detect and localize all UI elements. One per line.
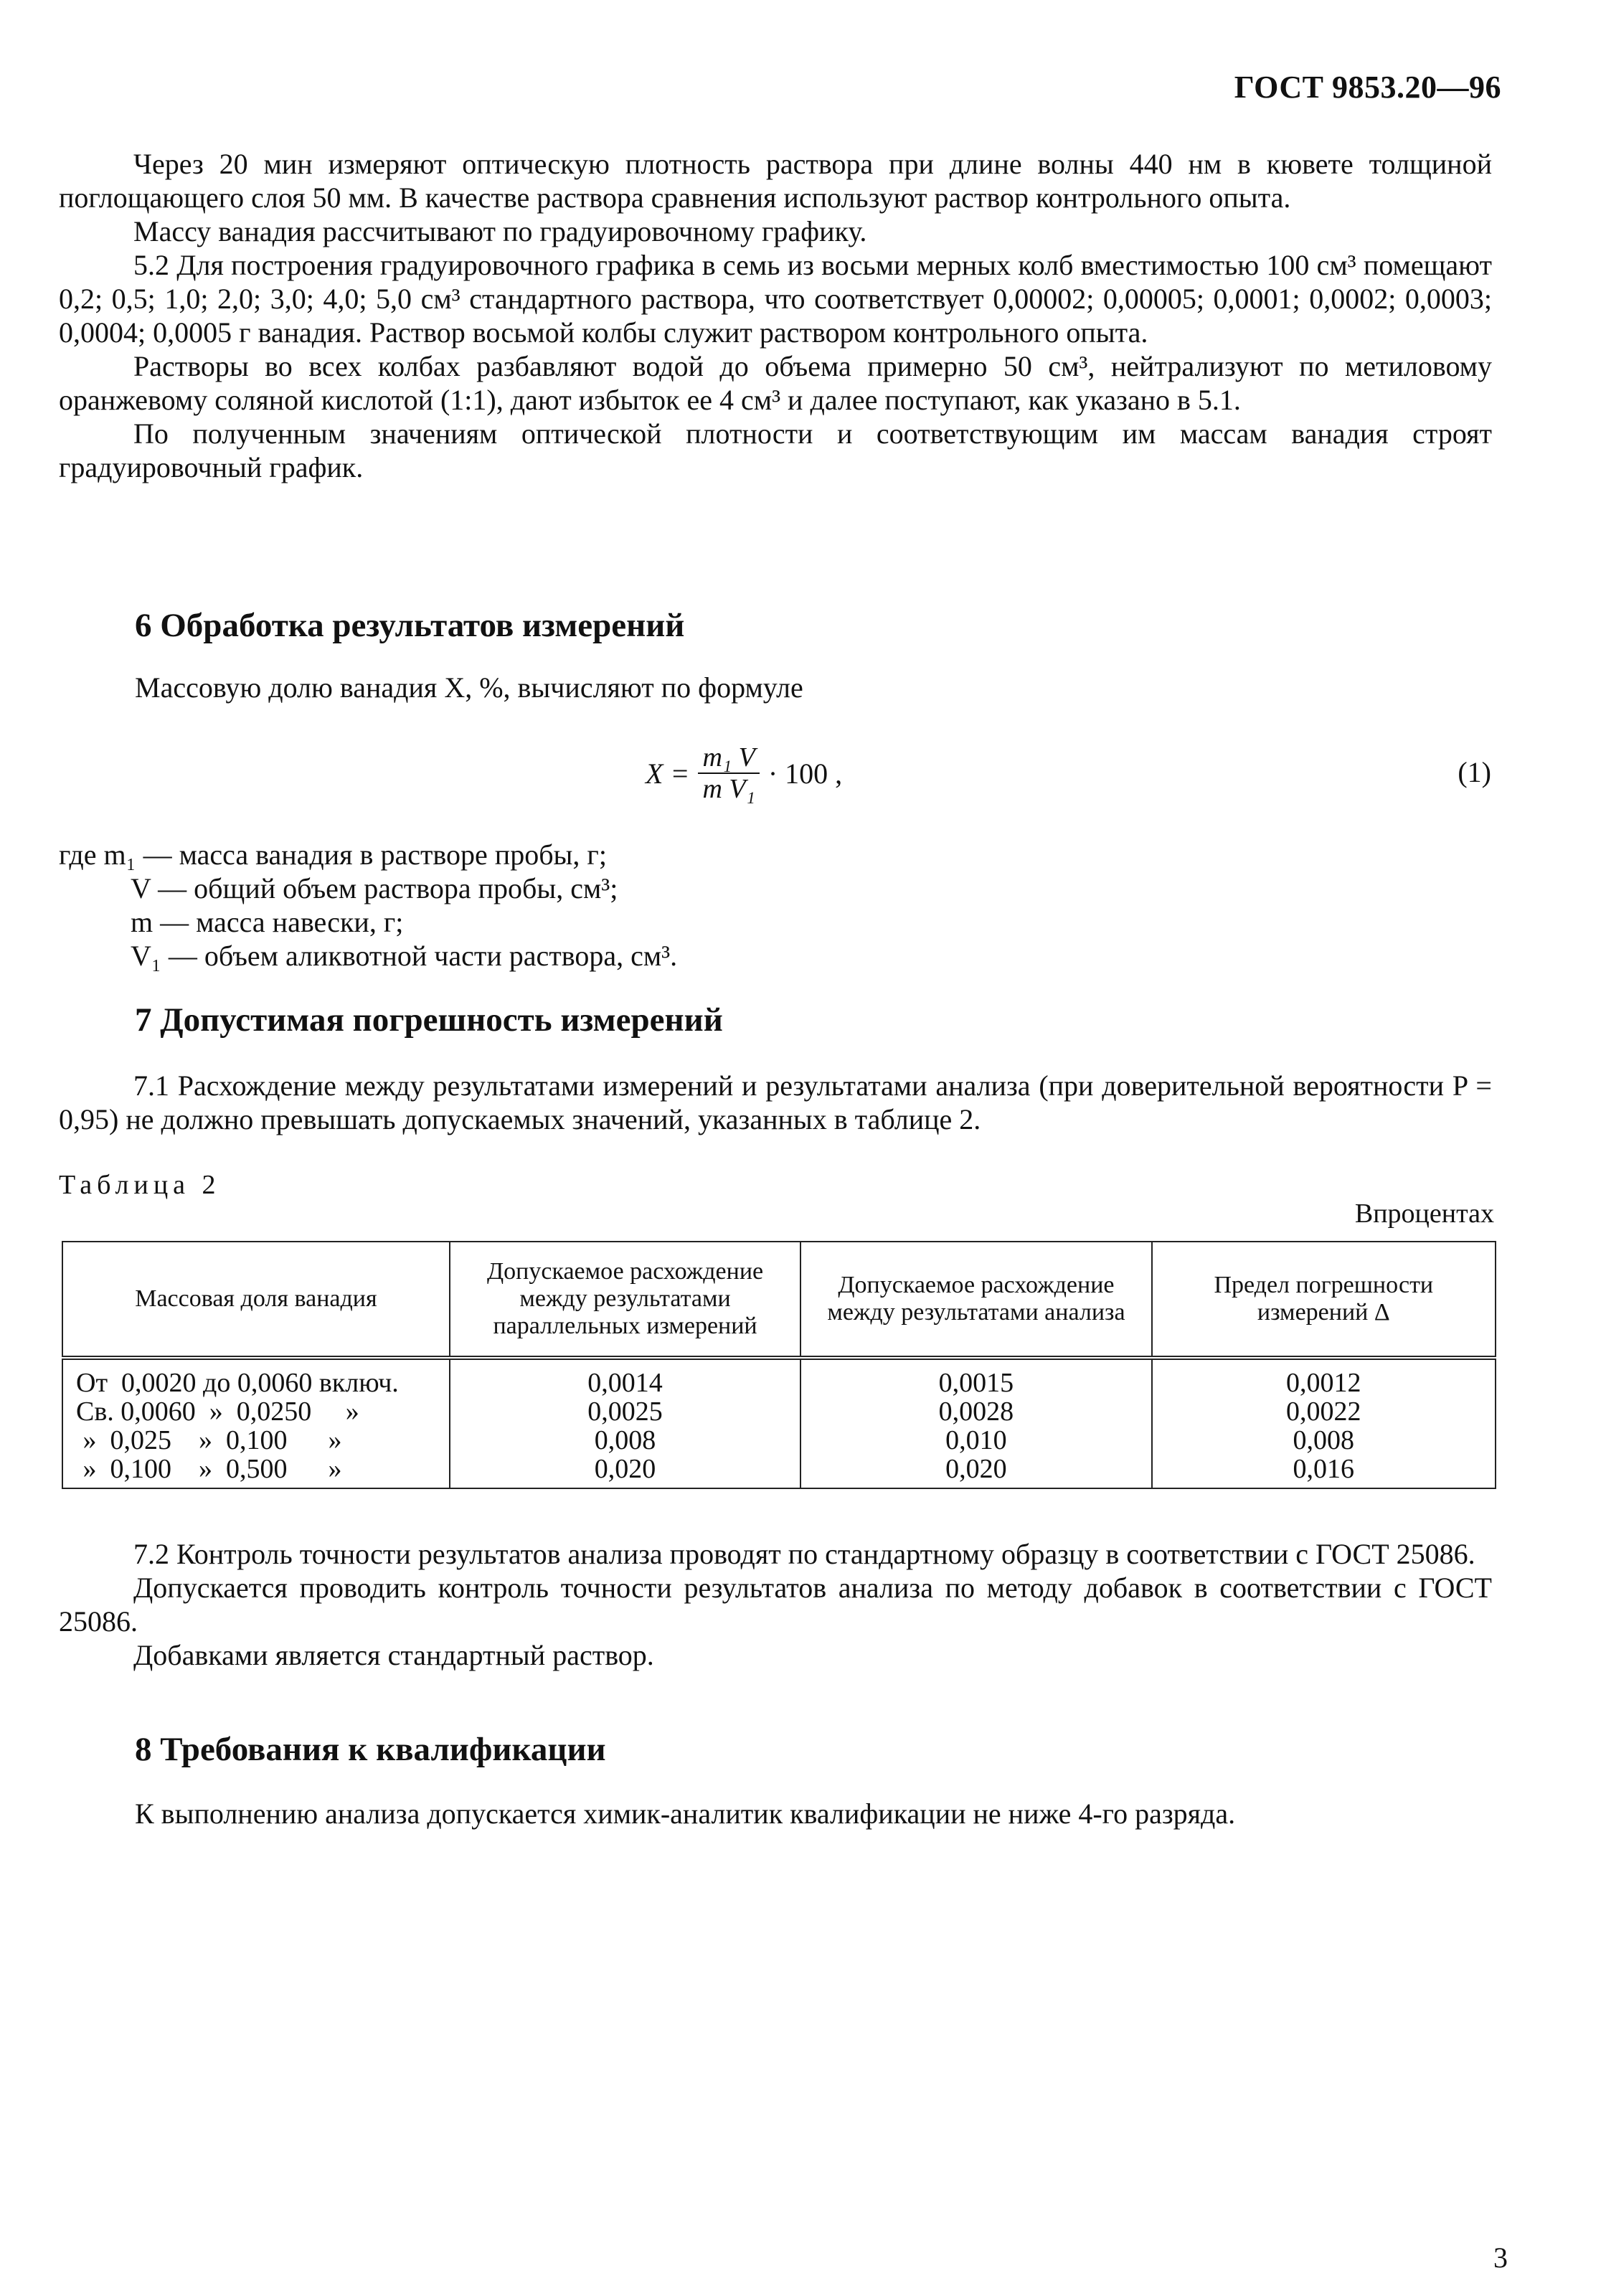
table-row [62,1455,1496,1488]
paragraph: Добавками является стандартный раствор. [133,1639,654,1671]
table-cell: 0,016 [1152,1455,1496,1488]
table-cell: 0,008 [450,1426,800,1455]
section-6-heading: 6 Обработка результатов измерений [135,607,685,644]
table-cell: » 0,100 » 0,500 » [62,1455,450,1488]
table-cell: 0,0012 [1152,1358,1496,1397]
paragraph: 7.1 Расхождение между результатами измерений и результатами анализа (при доверительной вероятности P = 0,95) не должно превышать допускаемых значений, указанных в таблице 2. [59,1069,1492,1135]
formula-lhs: X = [646,757,690,790]
paragraph: 7.2 Контроль точности результатов анализа проводят по стандартному образцу в соответствии с ГОСТ 25086. [133,1538,1475,1570]
formula-denominator: m V₁ [702,774,755,804]
formula [646,742,842,804]
standard-header: ГОСТ 9853.20—96 [1234,70,1501,105]
tolerance-table [62,1241,1496,1489]
paragraph: Растворы во всех колбах разбавляют водой до объема примерно 50 см³, нейтрализуют по метиловому оранжевому соляной кислотой (1:1), дают избыток ее 4 см³ и далее поступают, как указано в 5.1. [59,350,1492,416]
section-7-paragraph [59,1069,1492,1136]
paragraph: 5.2 Для построения градуировочного графика в семь из восьми мерных колб вместимостью 100 см³ помещают 0,2; 0,5; 1,0; 2,0; 3,0; 4,0; 5,0 см³ стандартного раствора, что соответствует 0,00002; 0,00005; 0,0001; 0,0002; 0,0003; 0,0004; 0,0005 г ванадия. Раствор восьмой колбы служит раствором контрольного опыта. [59,249,1492,349]
top-paragraphs [59,147,1492,484]
equation-number: (1) [1458,756,1491,788]
table-row [62,1397,1496,1426]
table-cell: 0,020 [800,1455,1151,1488]
table-cell: » 0,025 » 0,100 » [62,1426,450,1455]
formula-legend [59,838,677,973]
table-cell: 0,0028 [800,1397,1151,1426]
table-row [62,1426,1496,1455]
table-cell: 0,0015 [800,1358,1151,1397]
table-header-cell: Допускаемое расхождение между результатами анализа [800,1242,1151,1358]
table-header-cell: Предел погрешности измерений Δ [1152,1242,1496,1358]
section-8-heading: 8 Требования к квалификации [135,1731,606,1768]
formula-numerator: m₁ V [698,742,759,774]
section-7-closing-paragraphs [59,1537,1492,1672]
legend-row: V₁ — объем аликвотной части раствора, см³. [131,940,678,972]
table-cell: 0,0014 [450,1358,800,1397]
table-cell: 0,0022 [1152,1397,1496,1426]
legend-row: V — общий объем раствора пробы, см³; [131,872,618,904]
legend-row: где m₁ — масса ванадия в растворе пробы, г; [59,838,607,871]
table-cell: 0,0025 [450,1397,800,1426]
table-unit: Впроцентах [1354,1199,1494,1229]
table-cell: 0,010 [800,1426,1151,1455]
table-cell: 0,008 [1152,1426,1496,1455]
table-cell: Св. 0,0060 » 0,0250 » [62,1397,450,1426]
table-caption: Таблица 2 [59,1170,221,1200]
formula-tail: · 100 , [767,757,843,790]
table-row [62,1358,1496,1397]
table-cell: 0,020 [450,1455,800,1488]
table-cell: От 0,0020 до 0,0060 включ. [62,1358,450,1397]
table-header-cell: Допускаемое расхождение между результатами параллельных измерений [450,1242,800,1358]
formula-lead: Массовую долю ванадия X, %, вычисляют по формуле [135,671,803,704]
table-header-cell: Массовая доля ванадия [62,1242,450,1358]
paragraph: Через 20 мин измеряют оптическую плотность раствора при длине волны 440 нм в кювете толщиной поглощающего слоя 50 мм. В качестве раствора сравнения используют раствор контрольного опыта. [59,148,1492,214]
section-8-paragraph: К выполнению анализа допускается химик-аналитик квалификации не ниже 4-го разряда. [135,1797,1236,1830]
page-number: 3 [1493,2241,1508,2274]
paragraph: Допускается проводить контроль точности результатов анализа по методу добавок в соответствии с ГОСТ 25086. [59,1572,1492,1638]
paragraph: Массу ванадия рассчитывают по градуировочному графику. [133,215,867,247]
section-7-heading: 7 Допустимая погрешность измерений [135,1001,723,1039]
legend-row: m — масса навески, г; [131,906,404,938]
formula-fraction [698,742,759,804]
paragraph: По полученным значениям оптической плотности и соответствующим им массам ванадия строят градуировочный график. [59,417,1492,483]
